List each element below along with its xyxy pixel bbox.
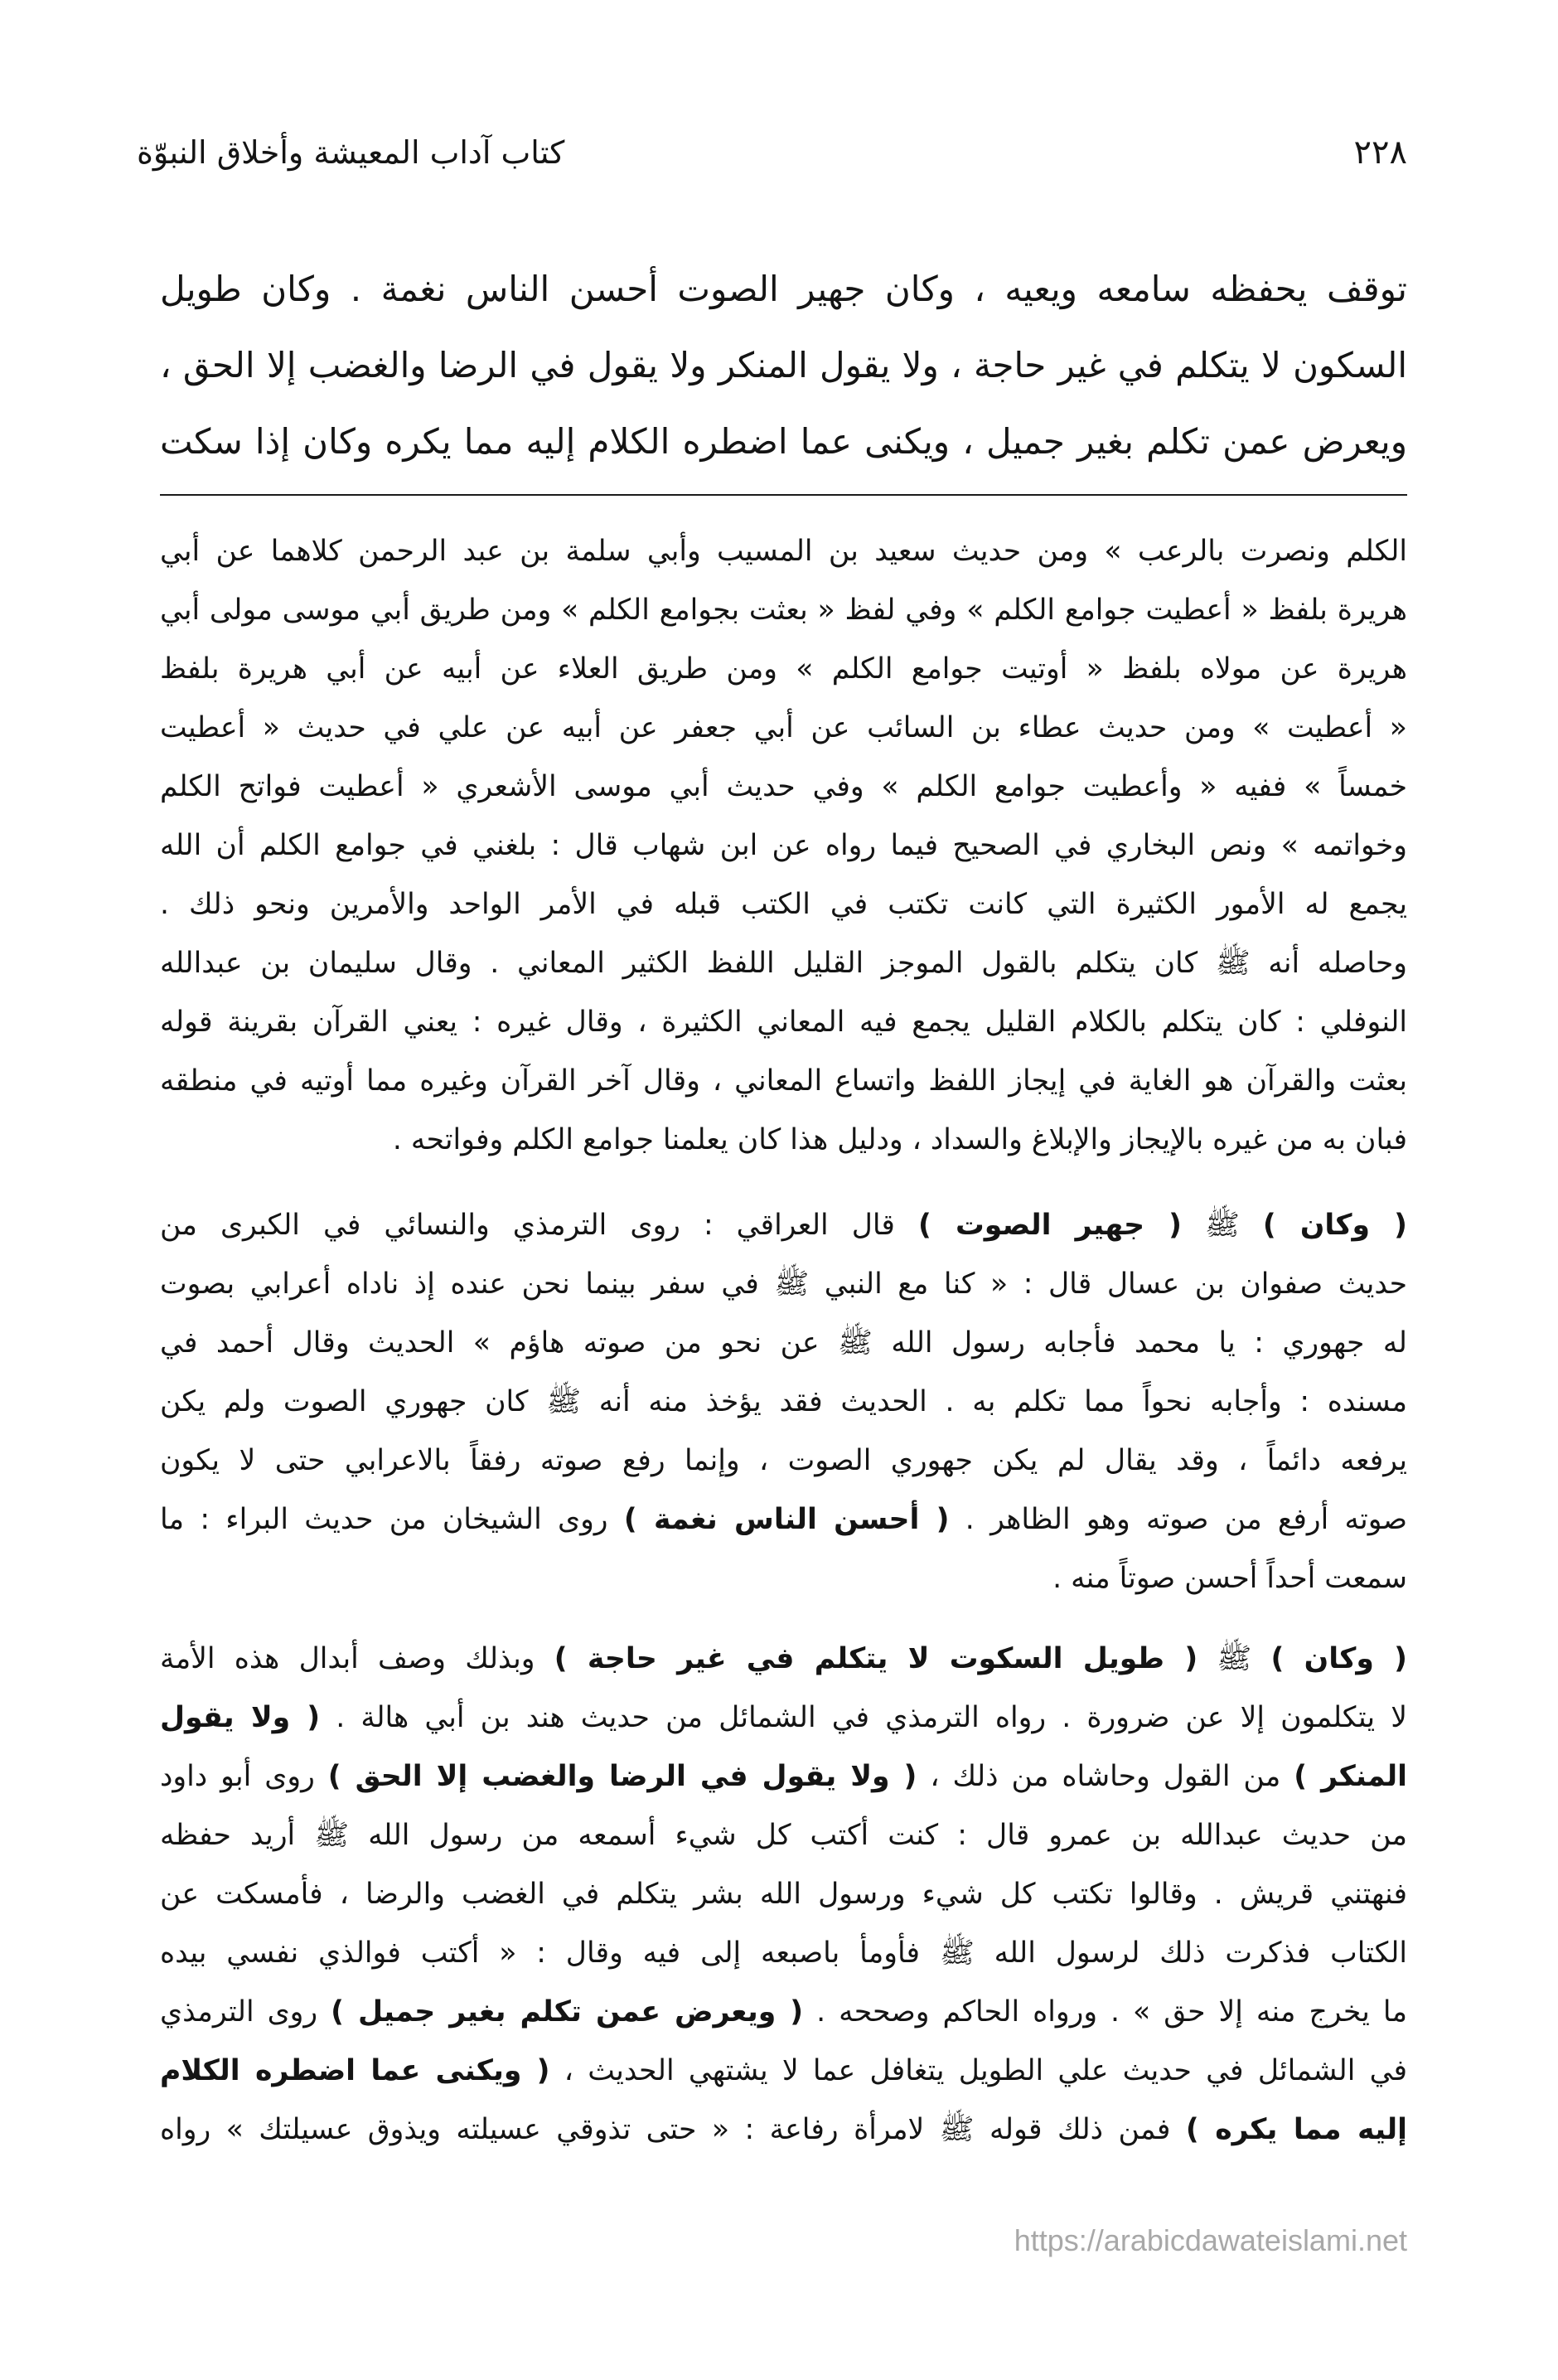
book-title: كتاب آداب المعيشة وأخلاق النبوّة (137, 134, 565, 171)
text-run: السكون لا يتكلم في غير حاجة ، ولا يقول المنكر ولا يقول في الرضا والغضب إلا الحق ، (160, 345, 1407, 385)
text-run: ﷺ (1181, 1209, 1263, 1242)
text-run: يجمع له الأمور الكثيرة التي كانت تكتب في الكتب قبله في الأمر الواحد والأمرين ونحو ذلك . (160, 888, 1407, 921)
commentary-line (160, 1373, 1407, 1432)
text-run: ويعرض عمن تكلم بغير جميل ، ويكنى عما اضطره الكلام إليه مما يكره وكان إذا سكت (160, 421, 1407, 462)
text-run: فبان به من غيره بالإيجاز والإبلاغ والسداد ، ودليل هذا كان يعلمنا جوامع الكلم وفواتحه . (392, 1123, 1407, 1156)
line-text (160, 1064, 1407, 1098)
text-run: له جهوري : يا محمد فأجابه رسول الله ﷺ عن نحو من صوته هاؤم » الحديث وقال أحمد في (160, 1326, 1407, 1360)
line-text (160, 1444, 1407, 1477)
text-run: في الشمائل في حديث علي الطويل يتغافل عما لا يشتهي الحديث ، (549, 2054, 1407, 2087)
commentary-line (160, 993, 1407, 1052)
text-run: خمساً » ففيه « وأعطيت جوامع الكلم » وفي حديث أبي موسى الأشعري « أعطيت فواتح الكلم (160, 770, 1407, 803)
matn-quote-bold: ( جهير الصوت ) (918, 1209, 1182, 1242)
matn-quote-bold: ( وكان ) (1270, 1642, 1407, 1675)
commentary-line (160, 2101, 1407, 2159)
commentary-line (160, 2042, 1407, 2101)
page-number: ٢٢٨ (1353, 133, 1407, 172)
line-text (160, 1878, 1407, 1911)
text-run: وخواتمه » ونص البخاري في الصحيح فيما رواه عن ابن شهاب قال : بلغني في جوامع الكلم أن الله (160, 829, 1407, 862)
commentary-line (160, 1806, 1407, 1865)
commentary-line (160, 1111, 1407, 1170)
text-run: فنهتني قريش . وقالوا تكتب كل شيء ورسول الله بشر يتكلم في الغضب والرضا ، فأمسكت عن (160, 1878, 1407, 1911)
line-text (160, 1209, 1407, 1242)
text-run: هريرة عن مولاه بلفظ « أوتيت جوامع الكلم » ومن طريق العلاء عن أبيه عن أبي هريرة بلفظ (160, 652, 1407, 686)
text-run: لا يتكلمون إلا عن ضرورة . رواه الترمذي في الشمائل من حديث هند بن أبي هالة . (320, 1701, 1407, 1734)
line-text (160, 1642, 1407, 1675)
line-text (160, 269, 1407, 309)
commentary-line (160, 1196, 1407, 1255)
text-run: هريرة بلفظ « أعطيت جوامع الكلم » وفي لفظ « بعثت بجوامع الكلم » ومن طريق أبي موسى مولى أبي (160, 594, 1407, 627)
line-text (160, 1385, 1407, 1418)
line-text (160, 888, 1407, 921)
line-text (160, 1936, 1407, 1970)
text-run: ﷺ (1198, 1642, 1271, 1675)
main-text-block (160, 251, 1407, 480)
commentary-line (160, 1052, 1407, 1111)
text-run: الكلم ونصرت بالرعب » ومن حديث سعيد بن المسيب وأبي سلمة بن عبد الرحمن كلاهما عن أبي (160, 535, 1407, 568)
line-text (160, 2054, 1407, 2087)
text-run: حديث صفوان بن عسال قال : « كنا مع النبي ﷺ في سفر بينما نحن عنده إذ ناداه أعرابي بصوت (160, 1268, 1407, 1301)
line-text (160, 594, 1407, 627)
line-text (160, 829, 1407, 862)
matn-quote-bold: ( ولا يقول في الرضا والغضب إلا الحق ) (327, 1760, 917, 1793)
text-run: روى الشيخان من حديث البراء : ما (160, 1503, 624, 1536)
line-text (160, 711, 1407, 744)
matn-quote-bold: ( وكان ) (1262, 1209, 1407, 1242)
text-run: من حديث عبدالله بن عمرو قال : كنت أكتب كل شيء أسمعه من رسول الله ﷺ أريد حفظه (160, 1819, 1407, 1852)
text-run: بعثت والقرآن هو الغاية في إيجاز اللفظ واتساع المعاني ، وقال آخر القرآن وغيره مما أوتيه في منطقه (160, 1064, 1407, 1098)
commentary-paragraph (160, 522, 1407, 1170)
commentary-line (160, 1924, 1407, 1983)
text-run: مسنده : وأجابه نحواً مما تكلم به . الحديث فقد يؤخذ منه أنه ﷺ كان جهوري الصوت ولم يكن (160, 1385, 1407, 1418)
commentary-line (160, 522, 1407, 581)
text-run: « أعطيت » ومن حديث عطاء بن السائب عن أبي جعفر عن أبيه عن علي في حديث « أعطيت (160, 711, 1407, 744)
line-text (160, 1995, 1407, 2029)
text-run: سمعت أحداً أحسن صوتاً منه . (1052, 1562, 1407, 1595)
text-run: يرفعه دائماً ، وقد يقال لم يكن جهوري الصوت ، وإنما رفع صوته رفقاً بالاعرابي حتى لا يكون (160, 1444, 1407, 1477)
line-text (160, 421, 1407, 462)
line-text (160, 1701, 1407, 1734)
text-run: صوته أرفع من صوته وهو الظاهر . (949, 1503, 1407, 1536)
line-text (160, 1326, 1407, 1360)
commentary-line (160, 1432, 1407, 1491)
commentary-line (160, 1983, 1407, 2042)
matn-quote-bold: المنكر ) (1294, 1760, 1407, 1793)
text-run: روى الترمذي (160, 1995, 331, 2029)
text-run: توقف يحفظه سامعه ويعيه ، وكان جهير الصوت أحسن الناس نغمة . وكان طويل (160, 269, 1407, 309)
commentary-paragraph (160, 1630, 1407, 2159)
line-text (160, 1006, 1407, 1039)
text-run: روى أبو داود (160, 1760, 328, 1793)
commentary-line (160, 1491, 1407, 1549)
matn-quote-bold: ( ويكنى عما اضطره الكلام (160, 2054, 550, 2087)
text-run: فمن ذلك قوله ﷺ لامرأة رفاعة : « حتى تذوقي عسيلته ويذوق عسيلتك » رواه (160, 2113, 1186, 2146)
line-text (160, 535, 1407, 568)
commentary-line (160, 817, 1407, 875)
line-text (160, 345, 1407, 385)
commentary-line (160, 1255, 1407, 1314)
commentary-line (160, 1549, 1407, 1608)
line-text (160, 947, 1407, 980)
commentary-line (160, 1865, 1407, 1924)
line-text (160, 652, 1407, 686)
matn-quote-bold: إليه مما يكره ) (1185, 2113, 1407, 2146)
text-run: الكتاب فذكرت ذلك لرسول الله ﷺ فأومأ باصبعه إلى فيه وقال : « أكتب فوالذي نفسي بيده (160, 1936, 1407, 1970)
matn-quote-bold: ( طويل السكوت لا يتكلم في غير حاجة ) (554, 1642, 1198, 1675)
text-run: وبذلك وصف أبدال هذه الأمة (160, 1642, 554, 1675)
line-text (160, 1503, 1407, 1536)
commentary-line (160, 934, 1407, 993)
line-text (160, 1760, 1407, 1793)
matn-quote-bold: ( أحسن الناس نغمة ) (623, 1503, 950, 1536)
matn-quote-bold: ( ويعرض عمن تكلم بغير جميل ) (331, 1995, 804, 2029)
text-run: قال العراقي : روى الترمذي والنسائي في الكبرى من (160, 1209, 919, 1242)
commentary-line (160, 875, 1407, 934)
commentary-paragraph (160, 1196, 1407, 1608)
text-run: وحاصله أنه ﷺ كان يتكلم بالقول الموجز القليل اللفظ الكثير المعاني . وقال سليمان بن عبدالله (160, 947, 1407, 980)
main-text-line (160, 251, 1407, 327)
line-text (393, 1123, 1407, 1156)
commentary-line (160, 1689, 1407, 1747)
line-text (160, 2113, 1407, 2146)
commentary-line (160, 1630, 1407, 1689)
line-text (1052, 1562, 1407, 1595)
text-run: من القول وحاشاه من ذلك ، (917, 1760, 1294, 1793)
main-text-line (160, 327, 1407, 404)
text-run: ما يخرج منه إلا حق » . ورواه الحاكم وصححه . (803, 1995, 1407, 2029)
line-text (160, 770, 1407, 803)
commentary-line (160, 1314, 1407, 1373)
line-text (160, 1268, 1407, 1301)
text-run: النوفلي : كان يتكلم بالكلام القليل يجمع فيه المعاني الكثيرة ، وقال غيره : يعني القرآن بقرينة قوله (160, 1006, 1407, 1039)
matn-quote-bold: ( ولا يقول (160, 1701, 321, 1734)
commentary-line (160, 758, 1407, 817)
commentary-line (160, 1747, 1407, 1806)
footnote-separator-rule (160, 494, 1407, 496)
commentary-line (160, 699, 1407, 758)
watermark-url: https://arabicdawateislami.net (1014, 2223, 1407, 2257)
main-text-line (160, 404, 1407, 480)
commentary-line (160, 640, 1407, 699)
line-text (160, 1819, 1407, 1852)
commentary-line (160, 581, 1407, 640)
